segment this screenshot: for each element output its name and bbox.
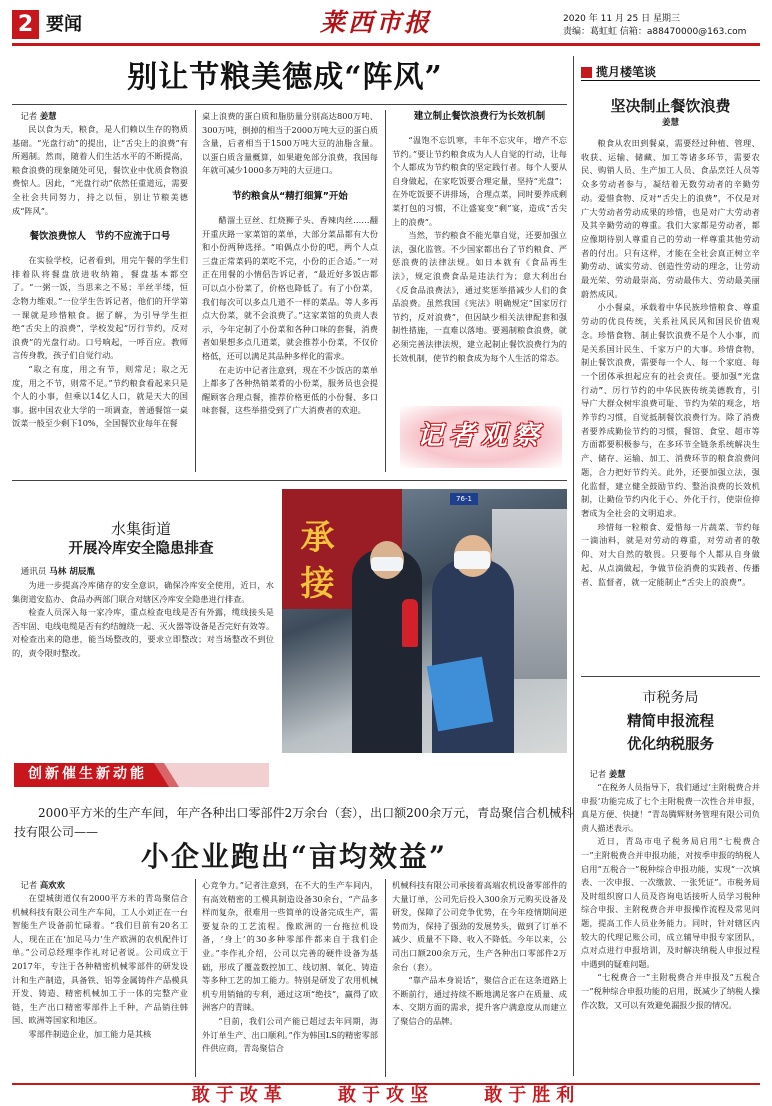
section-rule	[581, 676, 760, 677]
factory-deck: 2000平方米的生产车间，年产各种出口零部件2万余台（套），出口额200余万元，青岛聚信合机械科技有限公司——	[14, 806, 574, 839]
commentary-para: 小小餐桌，承载着中华民族珍惜粮食、尊重劳动的优良传统，关系社风民风和国民价值观念。珍惜食物、制止餐饮浪费不是个人小事，而是关系国计民生、千家万户的大事。珍惜食物，制止餐饮浪费，需要每一个人、每一个家庭、每一个团体承担起应有的社会责任。要加强“光盘行动”、厉行节约的中华民族传统美德教育，引导广大群众树牢浪费可耻、节约为荣的观念，培养节约习惯，自觉抵制餐饮浪费行为。除了消费者要养成勤俭节约的习惯，餐馆、食堂、超市等方面都要积极参与，在多环节全链条系统解决生产、储存、运输、加工、消费环节的粮食浪费问题，合力把好节约关。此外，还要加强立法，强化监督，建立健全鼓励节约、整治浪费的长效机制，让勤俭节约内化于心、外化于行，使崇俭抑奢成为全社会的文明追求。	[581, 302, 760, 518]
lead-para: 在实验学校，记者看到，用完午餐的学生们排着队将餐盘放进收纳箱，餐盘基本都空了。“一粥一饭，当思来之不易；半丝半缕，恒念物力维艰。”一位学生告诉记者，他们的开学第一课就是珍惜粮食。据了解，为引导学生拒绝“舌尖上的浪费”，学校发起“厉行节约，反对浪费”的光盘行动。口号响起，一呼百应。教师言传身教，孩子们自觉行动。	[12, 255, 188, 361]
commentary-title: 坚决制止餐饮浪费	[610, 97, 731, 115]
section-name: 要闻	[46, 14, 82, 35]
lead-para: 民以食为天，粮食，是人们赖以生存的物质基础。“光盘行动”的提出，让“舌尖上的浪费”有所遏制。然而，随着人们生活水平的不断提高，粮食浪费的现象随处可见，餐饮业中优质食物浪费惊人。因此，“光盘行动”依然任重道远，需要全社会共同努力，持之以恒，别让节粮美德成“阵风”。	[12, 124, 188, 216]
factory-para: 心竞争力。”记者注意到，在不大的生产车间内，有高效精密的工模具制造设备30余台，“产品多样而复杂，很难用一些简单的设备完成生产，需要复杂的工艺流程。像欧洲的一台拖拉机设备，‘身上’的30多种零部件都来自于我们企业。”李作礼介绍，公司以完善的硬件设备为基础，形成了覆盖数控加工、线切割、氧化、铸造等多种工艺的加工能力。特别是研发了农用机械机专用销轴的专利，通过这项“绝技”，赢得了欧洲客户的青睐。	[202, 880, 378, 1013]
inspection-photo	[282, 489, 567, 753]
lead-para: 桌上浪费的蛋白质和脂肪量分别高达800万吨、300万吨，倒掉的相当于2000万吨大豆的蛋白质含量，后者相当于1500万吨大豆的油脂含量。以蛋白质含量概算，如果避免部分浪费，我国每年就可减少1000多万吨的大豆进口。	[202, 111, 378, 176]
masthead-rule	[12, 43, 760, 46]
inspection-body	[12, 566, 274, 661]
factory-para: 在望城街道仅有2000平方米的青岛聚信合机械科技有限公司生产车间，工人小刘正在一台智能生产设备前忙碌着。“我们目前有20名工人，现在正在‘加足马力’生产欧洲的农机配件订单。”公司总经理李作礼对记者说。公司成立于2017年，专注于各种精密机械零部件的研发设计和生产制造，具备铁、铝等金属铸件产品模具开发、铸造、精密机械加工于一体的完整产业链，生产出口精密零部件上千种，产品销往韩国、欧洲等国家和地区。	[12, 893, 188, 1026]
factory-column-3	[392, 879, 567, 1029]
newspaper-logo: 莱西市报	[320, 8, 433, 37]
tax-body	[581, 768, 760, 1012]
factory-para: “靠产品本身说话”，聚信合正在这条道路上不断前行，通过持续不断地满足客户在质量、成本、交期方面的需求，提升客户满意度从而建立了聚信合的品牌。	[392, 975, 567, 1026]
factory-para: 零部件制造企业，加工能力是其核	[28, 1028, 152, 1039]
column-tag-square-icon	[581, 67, 592, 78]
photo-door-number: 76-1	[450, 493, 478, 505]
inspection-title: 开展冷库安全隐患排查	[68, 540, 214, 557]
lead-column-2	[202, 110, 378, 418]
date-line: 2020 年 11 月 25 日 星期三	[563, 14, 680, 24]
inspection-para: 为进一步提高冷库储存的安全意识，确保冷库安全使用，近日，水集街道安监办、食品办两部门联合对辖区冷库安全隐患进行排查。	[12, 580, 274, 604]
inspection-para: 检查人员深入每一家冷库，重点检查电线是否有外露，缆线接头是否牢固、电线电缆是否有约结缠绕一起、灭火器等设备是否完好有效等。对检查出来的隐患，能当场整改的，要求立即整改；对当场整改不到位的，责令限时整改。	[12, 607, 275, 658]
column-tag: 揽月楼笔谈	[596, 65, 657, 79]
lead-subhead-2: 节约粮食从“精打细算”开始	[232, 190, 348, 202]
tax-byline: 记者 姜慧	[589, 769, 626, 779]
tax-para: “在税务人员指导下，我们通过‘主附税费合并申报’功能完成了七个主附税费一次性合并申报，真是方便、快捷！”青岛腾辉财务管理有限公司负责人描述表示。	[581, 782, 760, 833]
factory-para: “目前，我们公司产能已超过去年同期，海外订单生产、出口顺利。”作为韩国LS的精密零部件供应商，青岛聚信合	[202, 1015, 378, 1054]
reporter-observation-stamp	[400, 406, 562, 468]
tax-title-line-1: 精简申报流程	[627, 713, 714, 730]
tax-para: “七税费合一”主附税费合并申报及“五税合一”税种综合申报功能的启用，既减少了纳税人操作次数，又可以有效避免漏报少报的情况。	[581, 972, 760, 1010]
tax-title-line-2: 优化纳税服务	[627, 736, 714, 753]
fire-extinguisher-icon	[402, 599, 418, 647]
factory-column-2	[202, 879, 378, 1056]
lead-byline: 记者 姜慧	[20, 111, 57, 121]
column-divider	[195, 879, 196, 1077]
lead-headline-rule	[12, 104, 567, 105]
lead-para: “温饱不忘饥寒，丰年不忘灾年，增产不忘节约。”要让节约粮食成为人人自觉的行动，让每个人都成为节约粮食的坚定践行者。每个人要从自身做起，在家吃饭要合理定量，坚持“光盘”；在外吃饭要不讲排场，合理点菜，同时要养成剩菜打包的习惯，不让盛宴变“剩”宴，造成“舌尖上的浪费”。	[392, 135, 567, 227]
innovation-banner-text: 创新催生新动能	[28, 766, 147, 782]
stamp-text: 记者观察	[416, 421, 545, 451]
photo-sign-text: 承 接	[294, 519, 334, 599]
lead-column-3	[392, 110, 567, 365]
page-number: 2	[12, 10, 39, 39]
tax-para: 近日，青岛市电子税务局启用“七税费合一”主附税费合并申报功能，对按季申报的纳税人启用“五税合一”税种综合申报功能，实现“一次填表、一次申报、一次缴款、一张凭证”。市税务局及时组织窗口人员及咨询电话接听人员学习税种综合申报、主附税费合并申报操作流程及常见问题，提高工作人员业务能力。同时，针对辖区内较大的代理记账公司，成立辅导申报专家团队，点对点进行申报培训，及时解决纳税人申报过程中遇到的疑难问题。	[581, 836, 760, 969]
photo-inspector-left	[352, 549, 422, 753]
inspection-byline: 通讯员 马林 胡辰胤	[20, 567, 96, 577]
lead-para: 在走访中记者注意到，现在不少饭店的菜单上都多了各种热销菜肴的小份菜，服务员也会提醒顾客合理点餐，推荐价格更低的小份餐、多口味套餐，这些举措受到了广大消费者的欢迎。	[202, 364, 378, 416]
factory-headline: 小企业跑出“亩均效益”	[140, 840, 448, 873]
commentary-author: 姜慧	[661, 118, 679, 128]
commentary-para: 珍惜每一粒粮食、爱惜每一片蔬菜、节约每一滴油料，就是对劳动的尊重，对劳动者的敬仰、对大自然的敬畏。只要每个人都从自身做起、从点滴做起，争做节俭消费的实践者、传播者、监督者，就一定能制止“舌尖上的浪费”。	[581, 521, 760, 587]
lead-para: 当然，节约粮食不能光靠自觉，还要加强立法，强化监管。不少国家都出台了节约粮食、严惩浪费的法律法规。如日本就有《食品再生法》，规定浪费食品是违法行为；意大利出台《反食品浪费法》，通过奖惩举措减少人们的食品浪费。虽然我国《宪法》明确规定“国家厉行节约，反对浪费”，但因缺少相关法律配套和强制性措施，一直难以落地。要遏制粮食浪费，就必须完善法律法规，建立起制止餐饮浪费行为的长效机制，使节约粮食成为每个人生活的常态。	[392, 230, 567, 363]
column-divider	[195, 110, 196, 472]
lead-subhead-1: 餐饮浪费惊人 节约不应流于口号	[29, 231, 171, 243]
column-divider	[385, 110, 386, 472]
lead-para: “取之有度，用之有节，则常足；取之无度，用之不节，则常不足。”节约粮食看起来只是个人的小事，但乘以14亿人口，就是天大的国事。据中国农业大学的一项调查，普通餐馆一桌饭菜一般至少剩下10%，全国餐饮业每年在餐	[12, 363, 188, 429]
lead-headline: 别让节粮美德成“阵风”	[127, 60, 443, 95]
lead-column-1	[12, 110, 188, 431]
column-divider	[385, 879, 386, 1077]
photo-mask-icon	[454, 551, 490, 569]
column-divider	[573, 56, 574, 1076]
factory-para: 机械科技有限公司承接着高端农机设备零部件的大量订单，公司先后投入300余万元购买设备及研发，保障了公司竞争优势，在今年疫情期间逆势而为，保持了强劲的发展势头，做到了订单不减少、质量不下降、收入不降低。今年以来，公司出口额200余万元，生产各种出口零部件2万余台（套）。	[392, 880, 567, 972]
commentary-body	[581, 137, 760, 589]
section-rule	[12, 480, 567, 481]
lead-subhead-3: 建立制止餐饮浪费行为长效机制	[413, 111, 546, 122]
commentary-para: 粮食从农田到餐桌，需要经过种植、管理、收获、运输、储藏、加工等诸多环节，需要农民、购销人员、生产加工人员、食品烹饪人员等众多劳动者参与，凝结着无数劳动者的辛勤劳动。爱惜食物、反对“舌尖上的浪费”，不仅是对广大劳动者劳动成果的珍惜，也是对广大劳动者及其辛勤劳动的尊重。我们大家都是劳动者，都应像期待别人尊重自己的劳动一样尊重其他劳动者的付出。只有这样，才能在全社会真正树立辛勤劳动、诚实劳动、创造性劳动的理念，让劳动最光荣、劳动最崇高、劳动最伟大、劳动最美丽蔚然成风。	[581, 138, 760, 299]
tax-place: 市税务局	[642, 690, 699, 706]
factory-byline: 记者 高欢欢	[20, 880, 65, 890]
footer-slogan: 敢于改革 敢于攻坚 敢于胜利	[191, 1085, 581, 1106]
inspection-place: 水集街道	[110, 520, 171, 538]
photo-mask-icon	[371, 557, 403, 571]
lead-para: 醋溜土豆丝、红烧狮子头、香辣肉丝……翻开重庆路一家菜馆的菜单，大部分菜品都有大份和小份两种选择。“咱偶点小份的吧，两个人点三盘正常菜码的菜吃不完，小份的正合适。”一对正在用餐的小情侣告诉记者，“最近好多饭店都可以点小份菜了，价格也降低了。有了小份菜，我们每次可以多点几道不一样的菜品。等人多再点大份菜，就不会浪费了。”这家菜馆的负责人表示，今年定制了小份菜和各种口味的套餐，消费者如果想多点几道菜，就会推荐小份菜，不仅价格低，还可以满足其品种多样化的需求。	[202, 214, 378, 361]
factory-column-1	[12, 879, 188, 1042]
photo-folder	[427, 657, 494, 732]
editor-line: 责编：葛虹虹 信箱：a88470000@163.com	[563, 27, 747, 37]
